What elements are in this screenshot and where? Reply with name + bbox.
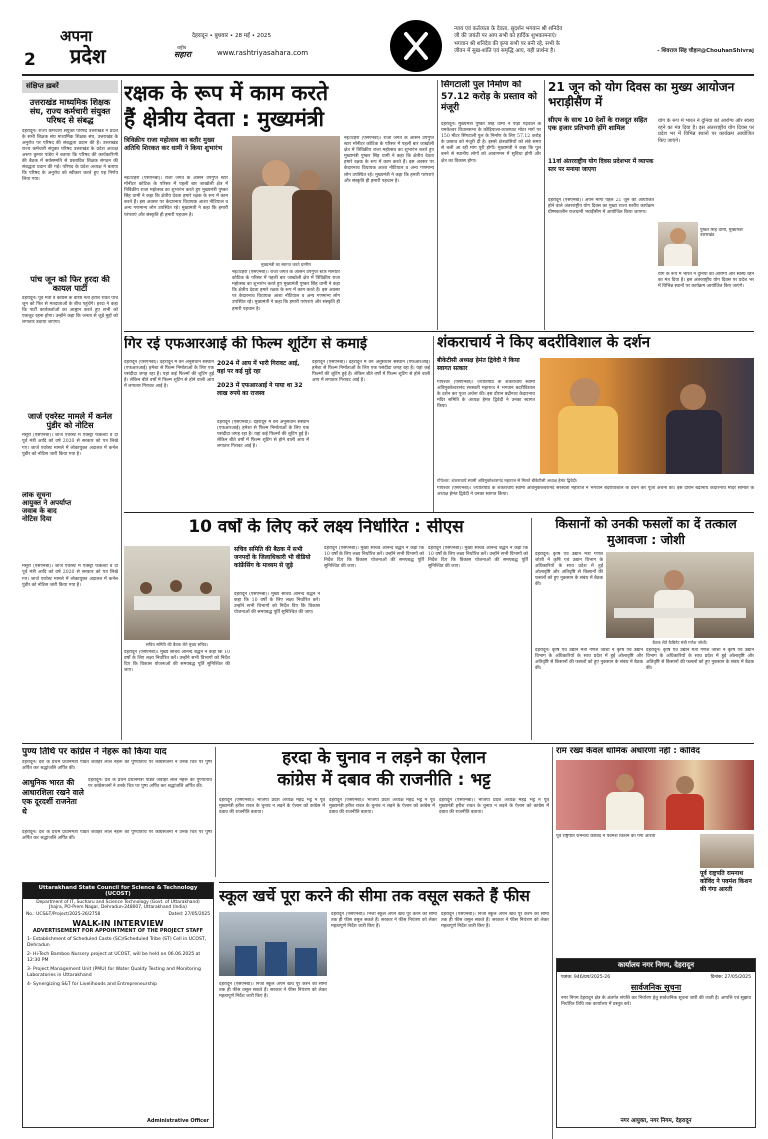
quote-line: जीवन में सुख-शांति एवं समृद्धि आए, यही प्रार्थना है। [454, 48, 556, 55]
lead-photo-caption: मुख्यमंत्री का स्वागत करते ग्रामीण [260, 262, 312, 267]
meeting-caption: सचिव समिति की बैठक लेते मुख्य सचिव। [145, 642, 209, 647]
ucost-dept: Department of IT, Sucharu and Science Technology (Govt. of Uttarakhand) [36, 900, 200, 905]
school-body: देहरादून (एसएनबी)। निजी स्कूल अपने खर्चे पूरे करने की सीमा तक ही फीस वसूल सकते हैं। सरकार ने फीस नियंत्रण को लेकर महत्वपूर्ण निर्देश जारी किए हैं। [219, 982, 327, 1000]
film-body-cont: देहरादून (एसएनबी)। देहरादून में वन अनुसंधान संस्थान (एफआरआई) हमेशा से फिल्म निर्माताओं के लिए एक पसंदीदा जगह रहा है। यहां कई फिल्मों की शूटिंग हुई है। लेकिन बीते वर्षों में फिल्म शूटिंग से होने वाली आय में लगातार गिरावट आई है। [312, 360, 430, 384]
film-headline: गिर रई एफआरआई की फिल्म शूटिंग से कमाई [124, 336, 368, 352]
farmers-headline: किसानों को उनकी फसलों का दें तत्काल मुआवजा : जोशी [555, 516, 737, 547]
nehru-inset: आधुनिक भारत की आधारशिला रखने वाले एक दूरदर्शी राजनेता थे [22, 778, 84, 816]
lead-headline-line: हैं क्षेत्रीय देवता : मुख्यमंत्री [124, 107, 324, 131]
lead-deck: त्रिविक्रीय राजा महोत्सव का बतौर मुख्य अतिथि शिरकत कर धामी ने किया शुभारंभ [124, 136, 223, 153]
nehru-body: देहरादून। देश के प्रथम प्रधानमंत्री पंडित जवाहर लाल नेहरू की पुण्यतिथि पर कांग्रेसजनों ने उनके चित्र पर पुष्प अर्पित कर श्रद्धांजलि अर्पित की। [22, 760, 212, 772]
shankar-body-cont: गोपेश्वर (एसएनबी)। ज्योतिर्पीठ के शंकराचार्य स्वामी अविमुक्तेश्वरानंद सरस्वती महाराज ने भगवान बदरीविशाल के दर्शन कर पूजा अर्चना की। इस दौरान बद्रीनाथ केदारनाथ मंदिर समिति के अध्यक्ष हेमंत द्विवेदी ने उनका स्वागत किया। [437, 486, 754, 498]
film-highlight: 2024 में आय में भारी गिरावट आई, वहां पर कई मुद्दे रहा [217, 360, 300, 375]
harda-body-cont: देहरादून (एसएनबी)। भाजपा प्रदेश अध्यक्ष महेंद्र भट्ट ने पूर्व मुख्यमंत्री हरीश रावत के चुनाव न लड़ने के ऐलान को कांग्रेस में दबाव की राजनीति बताया। [439, 798, 549, 816]
ucost-footer: Administrative Officer [147, 1118, 209, 1124]
nagar-nigam-notice [556, 958, 756, 1128]
shankar-headline: शंकराचार्य ने किए बदरीविशाल के दर्शन [437, 334, 651, 351]
ucost-item: 4- Synergizing S&T for Livelihoods and Entrepreneurship [27, 982, 158, 987]
nehru-body-cont: देहरादून। देश के प्रथम प्रधानमंत्री पंडित जवाहर लाल नेहरू की पुण्यतिथि पर कांग्रेसजनों ने उनके चित्र पर पुष्प अर्पित कर श्रद्धांजलि अर्पित की। [22, 830, 212, 842]
school-photo [219, 912, 327, 976]
school-body-cont: देहरादून (एसएनबी)। निजी स्कूल अपने खर्चे पूरे करने की सीमा तक ही फीस वसूल सकते हैं। सरकार ने फीस नियंत्रण को लेकर महत्वपूर्ण निर्देश जारी किए हैं। [331, 912, 437, 930]
ucost-org: Uttarakhand State Council for Science & Technology (UCOST) [23, 883, 213, 899]
notice-body: नगर निगम देहरादून क्षेत्र के अंतर्गत संपत्ति कर निर्धारण हेतु सार्वजनिक सूचना जारी की जाती है। आपत्ति एवं सुझाव निर्धारित तिथि तक कार्यालय में प्रस्तुत करें। [561, 996, 751, 1008]
farmers-photo-caption: बैठक लेते कैबिनेट मंत्री गणेश जोशी। [652, 640, 708, 645]
ucost-item: 1- Establishment of Scheduled Caste (SC)/Scheduled Tribe (ST) Cell in UCOST, Dehradun [27, 937, 207, 948]
notice-patrank: पत्रांक: 946/प्रप/2025-26 [561, 975, 611, 980]
kovind-photo [556, 760, 754, 830]
harda-headline-line: कांग्रेस में दबाव की राजनीति : भट्ट [277, 770, 491, 790]
shankar-subhead: बीकेटीसी अध्यक्ष हेमंत द्विवेदी ने किया स्वागत सत्कार [437, 357, 520, 372]
cm-photo [658, 222, 698, 266]
ucost-title: WALK-IN INTERVIEW [72, 919, 164, 928]
lead-headline-line: रक्षक के रूप में काम करते [124, 81, 329, 105]
notice-title: सार्वजनिक सूचना [630, 983, 682, 992]
yoga-subhead: सीएम के साथ 10 देशों के राजदूत सहित एक हजार प्रतिभागी होंगे शामिल [548, 116, 648, 133]
target-body-cont: देहरादून (एसएनबी)। मुख्य सचिव आनन्द बर्द्धन ने कहा कि 10 वर्षों के लिए लक्ष्य निर्धारित करें। उन्होंने सभी विभागों को निर्देश दिए कि विकास योजनाओं की समयबद्ध पूर्ति सुनिश्चित की जाए। [124, 650, 230, 674]
story-headline: उत्तराखंड माध्यमिक शिक्षक संघ, राज्य कर्मचारी संयुक्त परिषद से संबद्ध [29, 98, 111, 126]
meeting-photo [124, 546, 230, 640]
cm-caption: पुष्कर सिंह धामी, मुख्यमंत्री उत्तराखंड [700, 228, 743, 239]
kovind-headline: राम रख्य केवल धार्मिक अधारणा नहीं : कोविंद [556, 747, 700, 756]
lead-headline [124, 80, 434, 132]
yoga-body: देहरादून (एसएनबी)। अपने मार्गों पहले 21 जून को आयोजित होने वाले अंतरराष्ट्रीय योग दिवस का मुख्य राज्य स्तरीय कार्यक्रम ग्रीष्मकालीन राजधानी भराड़ीसैंण में आयोजित किया जाएगा। [548, 198, 654, 216]
x-logo-icon [390, 20, 442, 72]
film-body: देहरादून (एसएनबी)। देहरादून में वन अनुसंधान संस्थान (एफआरआई) हमेशा से फिल्म निर्माताओं के लिए एक पसंदीदा जगह रहा है। यहां कई फिल्मों की शूटिंग हुई है। लेकिन बीते वर्षों में फिल्म शूटिंग से होने वाली आय में लगातार गिरावट आई है। [124, 360, 214, 390]
target-body-cont: देहरादून (एसएनबी)। मुख्य सचिव आनन्द बर्द्धन ने कहा कि 10 वर्षों के लिए लक्ष्य निर्धारित करें। उन्होंने सभी विभागों को निर्देश दिए कि विकास योजनाओं की समयबद्ध पूर्ति सुनिश्चित की जाए। [428, 546, 528, 570]
kovind-caption: पूर्व राष्ट्रपति रामनाथ कोविंद ने पवमंश किशन की गंगा आरती [700, 870, 752, 893]
harda-body: देहरादून (एसएनबी)। भाजपा प्रदेश अध्यक्ष महेंद्र भट्ट ने पूर्व मुख्यमंत्री हरीश रावत के चुनाव न लड़ने के ऐलान को कांग्रेस में दबाव की राजनीति बताया। [219, 798, 325, 816]
lead-body: नई/टिहरी (एसएनबी)। राजा जगत के आसन उपगुप्त स्टार मॉनीटर कोटिक के परिसर में पहली बार जाखोली क्षेत्र में त्रिविक्रीय राजा महोत्सव का शुभारंभ करते हुए मुख्यमंत्री पुष्कर सिंह धामी ने कहा कि क्षेत्रीय देवता हमारे रक्षक के रूप में काम करते हैं। इस अवसर पर केदारनाथ विधायक आशा नौटियाल व अन्य गणमान्य लोग उपस्थित रहे। मुख्यमंत्री ने कहा कि हमारी परंपराएं और संस्कृति ही हमारी पहचान है। [124, 176, 228, 218]
quote-line: भगवान श्री शनिदेव की कृपा सभी पर बनी रहे, सभी के [454, 40, 560, 47]
inset-text: लोक सूचना आयुक्त ने अपर्याप्त जवाब के बाद नोटिस दिया [22, 492, 72, 523]
farmers-body: देहरादून। कृषि एवं उद्यान मंत्री गणेश जोशी ने कृषि एवं उद्यान विभाग के अधिकारियों के साथ प्रदेश में हुई ओलावृष्टि और अतिवृष्टि से किसानों की फसलों को हुए नुकसान के संबंध में बैठक की। [535, 552, 603, 588]
story-headline: पांच जून को फिर हरदा की कायल पार्टी [30, 274, 110, 293]
quote-line: जी की जयंती पर आप सभी को हार्दिक शुभकामनाएं। [454, 33, 557, 40]
film-highlight-box [217, 360, 309, 418]
yoga-body-cont: योग के रूप में भारत ने दुनिया को आरोग्य और स्वस्थ रहने का मंत्र दिया है। इस अंतरराष्ट्रीय योग दिवस पर प्रदेश भर में विभिन्न स्थानों पर कार्यक्रम आयोजित किए जाएंगे। [658, 272, 754, 290]
brand-small: राष्ट्रीय [177, 46, 187, 51]
farmers-body-cont: देहरादून। कृषि एवं उद्यान मंत्री गणेश जोशी ने कृषि एवं उद्यान विभाग के अधिकारियों के साथ प्रदेश में हुई ओलावृष्टि और अतिवृष्टि से किसानों की फसलों को हुए नुकसान के संबंध में बैठक की। [646, 648, 754, 672]
bridge-headline: सिंगटाली पुल निर्माण को 57.12 करोड़ के प्रस्ताव को मंजूरी [441, 80, 537, 113]
kovind-body: पूर्व राष्ट्रपति रामनाथ कोविंद ने पवमंश किशन की गंगा आरती [556, 834, 656, 839]
yoga-subhead-2: 11वां अंतरराष्ट्रीय योग दिवस प्रदेशभर में व्यापक स्तर पर मनाया जाएगा [548, 158, 654, 173]
ucost-date: Dated: 27/05/2025 [168, 912, 210, 917]
shankar-body: गोपेश्वर (एसएनबी)। ज्योतिर्पीठ के शंकराचार्य स्वामी अविमुक्तेश्वरानंद सरस्वती महाराज ने भगवान बदरीविशाल के दर्शन कर पूजा अर्चना की। इस दौरान बद्रीनाथ केदारनाथ मंदिर समिति के अध्यक्ष हेमंत द्विवेदी ने उनका स्वागत किया। [437, 380, 535, 410]
section-title: प्रदेश [70, 44, 106, 68]
ucost-ad [22, 882, 214, 1128]
sidebar-label: संक्षिप्त ख़बरें [22, 80, 118, 93]
quote-box [454, 26, 754, 56]
lead-photo [232, 136, 340, 260]
yoga-right-col: योग के रूप में भारत ने दुनिया को आरोग्य और स्वस्थ रहने का मंत्र दिया है। इस अंतरराष्ट्रीय योग दिवस पर प्रदेश भर में विभिन्न स्थानों पर कार्यक्रम आयोजित किए जाएंगे। [658, 118, 754, 144]
farmers-photo [606, 552, 754, 638]
notice-header: कार्यालय नगर निगम, देहरादून [557, 959, 755, 972]
notice-signature: नगर आयुक्त, नगर निगम, देहरादून [620, 1118, 692, 1124]
sidebar [22, 80, 118, 740]
quote-line: न्याय एवं कर्तव्यता के देवता, सुदर्शन भगवान श्री शनिदेव [454, 26, 563, 32]
notice-date: दिनांक: 27/05/2025 [710, 975, 751, 980]
film-highlight: 2023 में एफआरआई ने पाया था 32 लाख रुपये का राजस्व [217, 382, 303, 397]
target-body: देहरादून (एसएनबी)। मुख्य सचिव आनन्द बर्द्धन ने कहा कि 10 वर्षों के लिए लक्ष्य निर्धारित करें। उन्होंने सभी विभागों को निर्देश दिए कि विकास योजनाओं की समयबद्ध पूर्ति सुनिश्चित की जाए। [234, 592, 320, 616]
ucost-subtitle: ADVERTISEMENT FOR APPOINTMENT OF THE PROJECT STAFF [32, 928, 204, 934]
school-body-cont: देहरादून (एसएनबी)। निजी स्कूल अपने खर्चे पूरे करने की सीमा तक ही फीस वसूल सकते हैं। सरकार ने फीस नियंत्रण को लेकर महत्वपूर्ण निर्देश जारी किए हैं। [441, 912, 549, 930]
farmers-body-cont: देहरादून। कृषि एवं उद्यान मंत्री गणेश जोशी ने कृषि एवं उद्यान विभाग के अधिकारियों के साथ प्रदेश में हुई ओलावृष्टि और अतिवृष्टि से किसानों की फसलों को हुए नुकसान के संबंध में बैठक की। [535, 648, 643, 672]
ucost-advt-no: No.: UCS&T/Project/2025-26/2758 [26, 912, 101, 917]
story-body: देहरादून। पूर्व मंत्री व कांग्रेस के वरिष्ठ नेता हरीश रावत पांच जून को फिर से मतदाताओं के बीच पहुंचेंगे। हरदा ने कहा कि पार्टी कार्यकर्ताओं का आह्वान करते हुए सभी को एकजुट रहना होगा। उन्होंने कहा कि जनता से जुड़े मुद्दों को लगातार उठाया जाएगा। [22, 295, 118, 326]
masthead [22, 26, 754, 72]
yoga-headline: 21 जून को योग दिवस का मुख्य आयोजन भराड़ीसैंण में [548, 80, 735, 109]
story-body: मसूरी (एसएनबी)। जार्ज एवरेस्ट में एक्स्ट्रा फैकल्टी व दो पूर्व मंत्री आदि को वर्ष 2020 से सरकार को पत्र लिखे गए। जार्ज एवरेस्ट मामले में लोकायुक्त अदालत में कर्नल पुंडीर को नोटिस जारी किया गया है। [22, 564, 118, 588]
brand-logo: सहारा [174, 50, 192, 59]
school-headline: स्कूल खर्चे पूरा करने की सीमा तक वसूल सकते हैं फीस [219, 887, 530, 905]
ucost-item: 2- Hi-Tech Bamboo Nursery project at UCOST, will be held on 06.06.2025 at 12:30 PM [27, 952, 201, 963]
target-headline: 10 वर्षों के लिए करें लक्ष्य निर्धारित : सीएस [188, 518, 464, 537]
lead-body-cont: नई/टिहरी (एसएनबी)। राजा जगत के आसन उपगुप्त स्टार मॉनीटर कोटिक के परिसर में पहली बार जाखोली क्षेत्र में त्रिविक्रीय राजा महोत्सव का शुभारंभ करते हुए मुख्यमंत्री पुष्कर सिंह धामी ने कहा कि क्षेत्रीय देवता हमारे रक्षक के रूप में काम करते हैं। इस अवसर पर केदारनाथ विधायक आशा नौटियाल व अन्य गणमान्य लोग उपस्थित रहे। मुख्यमंत्री ने कहा कि हमारी परंपराएं और संस्कृति ही हमारी पहचान है। [344, 136, 434, 184]
story-body: देहरादून। राज्य कर्मचारी संयुक्त परिषद उत्तराखंड ने प्रदेश के सभी शिक्षक संघ माध्यमिक शिक्षक संघ, उत्तराखंड के अनुरोध पर परिषद की संबद्धता प्रदान की है। उत्तराखंड राज्य कर्मचारी संयुक्त परिषद उत्तराखंड के प्रदेश अध्यक्ष अरुण कुमार पांडेय ने बताया कि परिषद की कार्यकारिणी की बैठक में सर्वसम्मति से प्रस्तावित शिक्षक संगठन की संबद्धता प्रदान की गई। परिषद के प्रदेश अध्यक्ष ने बताया कि परिषद के अनुरोध को स्वीकार करते हुए यह निर्णय लिया गया। [22, 128, 118, 183]
nehru-headline: पुण्य तिथि पर कांग्रेस ने नेहरू को किया याद [22, 747, 167, 757]
lead-body-cont: नई/टिहरी (एसएनबी)। राजा जगत के आसन उपगुप्त स्टार मॉनीटर कोटिक के परिसर में पहली बार जाखोली क्षेत्र में त्रिविक्रीय राजा महोत्सव का शुभारंभ करते हुए मुख्यमंत्री पुष्कर सिंह धामी ने कहा कि क्षेत्रीय देवता हमारे रक्षक के रूप में काम करते हैं। इस अवसर पर केदारनाथ विधायक आशा नौटियाल व अन्य गणमान्य लोग उपस्थित रहे। मुख्यमंत्री ने कहा कि हमारी परंपराएं और संस्कृति ही हमारी पहचान है। [232, 270, 340, 312]
harda-headline-line: हरदा के चुनाव न लड़ने का ऐलान [282, 748, 486, 768]
harda-body-cont: देहरादून (एसएनबी)। भाजपा प्रदेश अध्यक्ष महेंद्र भट्ट ने पूर्व मुख्यमंत्री हरीश रावत के चुनाव न लड़ने के ऐलान को कांग्रेस में दबाव की राजनीति बताया। [329, 798, 435, 816]
bridge-body: देहरादून। मुख्यमंत्री पुष्कर सिंह धामी ने पौड़ी गढ़वाल के यमकेश्वर विधानसभा के कौड़ियाला-व्यासघाट मोटर मार्ग पर 150 मीटर सिंगटाली पुल के निर्माण के लिए 57.12 करोड़ के प्रस्ताव को मंजूरी दी है। इससे क्षेत्रवासियों को लंबे समय से चली आ रही मांग पूरी होगी। मुख्यमंत्री ने कहा कि पुल बनने से स्थानीय लोगों को आवागमन में सुविधा होगी और क्षेत्र का विकास होगा। [441, 122, 541, 164]
website: www.rashtriyasahara.com [217, 49, 309, 57]
ucost-item: 3- Project Management Unit (PMU) for Water Quality Testing and Monitoring Laboratories in Uttarakhand [27, 967, 201, 978]
harda-headline [219, 747, 549, 791]
target-deck: सचिव समिति की बैठक में सभी जनपदों के जिलाधिकारी भी वीडियो कांफ्रेंसिंग के माध्यम से जुड़े [234, 546, 311, 569]
story-headline: जार्ज एवरेस्ट मामले में कर्नल पुंडीर को नोटिस [27, 411, 113, 431]
dateline: देहरादून • बुधवार • 28 मई • 2025 [192, 33, 272, 39]
target-body-cont: देहरादून (एसएनबी)। मुख्य सचिव आनन्द बर्द्धन ने कहा कि 10 वर्षों के लिए लक्ष्य निर्धारित करें। उन्होंने सभी विभागों को निर्देश दिए कि विकास योजनाओं की समयबद्ध पूर्ति सुनिश्चित की जाए। [324, 546, 424, 570]
quote-source: - शिवराज सिंह चौहान@ChouhanShivraj [657, 48, 754, 55]
shankar-photo-caption: गोपेश्वर: शंकराचार्य स्वामी अविमुक्तेश्वरानंद महाराज से मिलते बीकेटीसी अध्यक्ष हेमंत द्विवेदी। [437, 478, 578, 483]
nehru-body-cont: देहरादून। देश के प्रथम प्रधानमंत्री पंडित जवाहर लाल नेहरू की पुण्यतिथि पर कांग्रेसजनों ने उनके चित्र पर पुष्प अर्पित कर श्रद्धांजलि अर्पित की। [88, 778, 212, 790]
film-body-cont: देहरादून (एसएनबी)। देहरादून में वन अनुसंधान संस्थान (एफआरआई) हमेशा से फिल्म निर्माताओं के लिए एक पसंदीदा जगह रहा है। यहां कई फिल्मों की शूटिंग हुई है। लेकिन बीते वर्षों में फिल्म शूटिंग से होने वाली आय में लगातार गिरावट आई है। [217, 420, 309, 450]
section-title-top: अपना [60, 27, 93, 45]
story-body: मसूरी (एसएनबी)। जार्ज एवरेस्ट में एक्स्ट्रा फैकल्टी व दो पूर्व मंत्री आदि को वर्ष 2020 से सरकार को पत्र लिखे गए। जार्ज एवरेस्ट मामले में लोकायुक्त अदालत में कर्नल पुंडीर को नोटिस जारी किया गया है। [22, 433, 118, 457]
page-number: 2 [24, 50, 36, 70]
ucost-address: Jhajra, PO-Prem Nagar, Dehradun-248007, Uttarakhand (India) [49, 905, 187, 910]
kovind-portrait [700, 834, 754, 868]
shankar-photo [540, 358, 754, 474]
